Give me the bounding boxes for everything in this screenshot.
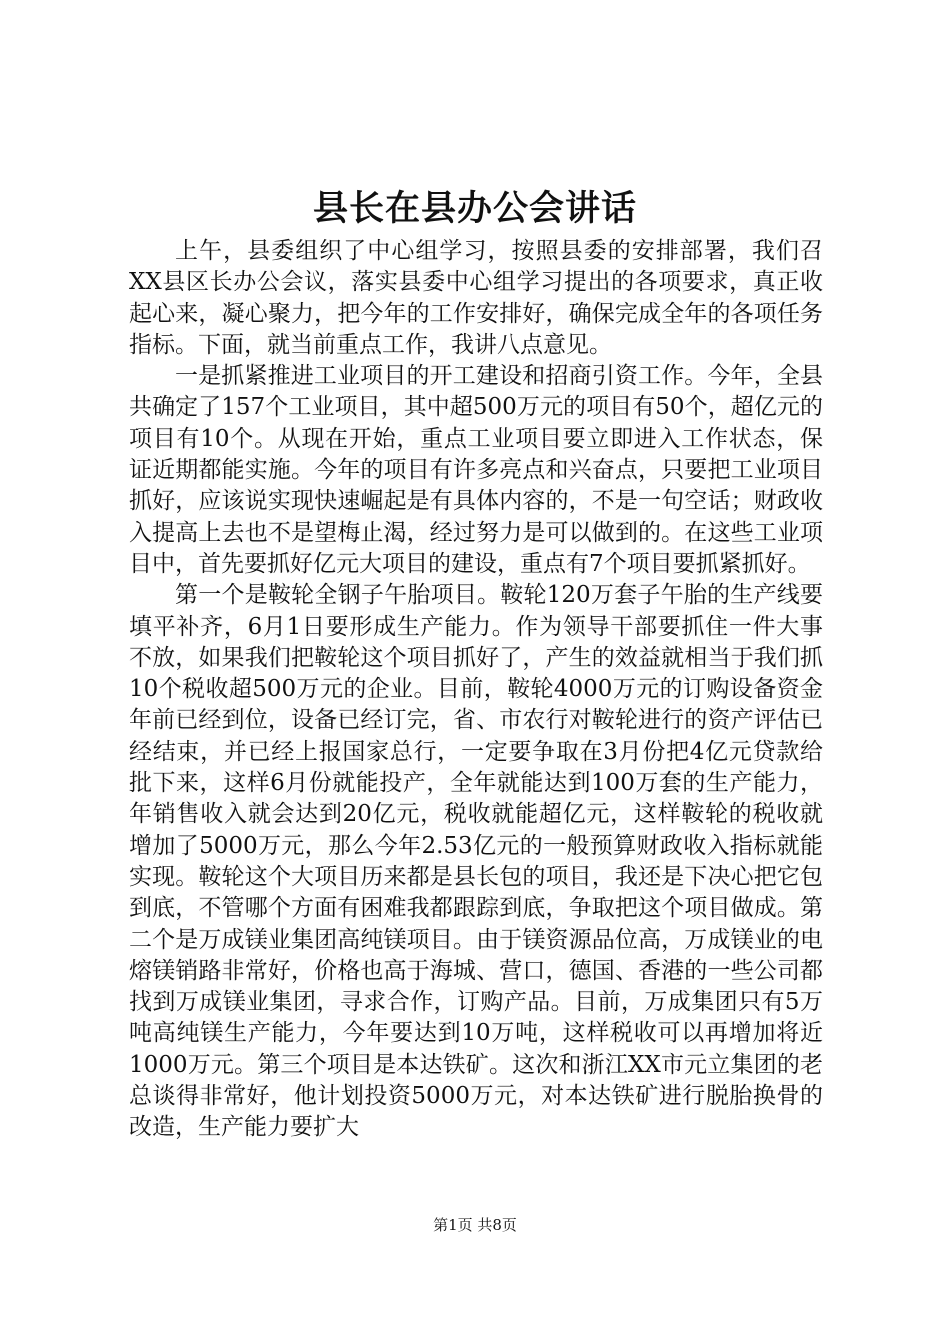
- paragraph-intro: 上午，县委组织了中心组学习，按照县委的安排部署，我们召XX县区长办公会议，落实县委中心组学习提出的各项要求，真正收起心来，凝心聚力，把今年的工作安排好，确保完成全年的各项任务指标。下面，就当前重点工作，我讲八点意见。: [129, 238, 823, 358]
- paragraph-projects: 第一个是鞍轮全钢子午胎项目。鞍轮120万套子午胎的生产线要填平补齐，6月1日要形成生产能力。作为领导干部要抓住一件大事不放，如果我们把鞍轮这个项目抓好了，产生的效益就相当于我们抓10个税收超500万元的企业。目前，鞍轮4000万元的订购设备资金年前已经到位，设备已经订完，省、市农行对鞍轮进行的资产评估已经结束，并已经上报国家总行，一定要争取在3月份把4亿元贷款给批下来，这样6月份就能投产，全年就能达到100万套的生产能力，年销售收入就会达到20亿元，税收就能超亿元，这样鞍轮的税收就增加了5000万元，那么今年2.53亿元的一般预算财政收入指标就能实现。鞍轮这个大项目历来都是县长包的项目，我还是下决心把它包到底，不管哪个方面有困难我都跟踪到底，争取把这个项目做成。第二个是万成镁业集团高纯镁项目。由于镁资源品位高，万成镁业的电熔镁销路非常好，价格也高于海城、营口，德国、香港的一些公司都找到万成镁业集团，寻求合作，订购产品。目前，万成集团只有5万吨高纯镁生产能力，今年要达到10万吨，这样税收可以再增加将近1000万元。第三个项目是本达铁矿。这次和浙江XX市元立集团的老总谈得非常好，他计划投资5000万元，对本达铁矿进行脱胎换骨的改造，生产能力要扩大: [129, 582, 823, 1141]
- page-footer: 第1页 共8页: [433, 1216, 517, 1234]
- document-title: 县长在县办公会讲话: [312, 188, 637, 229]
- paragraph-point-one: 一是抓紧推进工业项目的开工建设和招商引资工作。今年，全县共确定了157个工业项目，其中超500万元的项目有50个，超亿元的项目有10个。从现在开始，重点工业项目要立即进入工作状态，保证近期都能实施。今年的项目有许多亮点和兴奋点，只要把工业项目抓好，应该说实现快速崛起是有具体内容的，不是一句空话；财政收入提高上去也不是望梅止渴，经过努力是可以做到的。在这些工业项目中，首先要抓好亿元大项目的建设，重点有7个项目要抓紧抓好。: [129, 363, 823, 577]
- document-body: [129, 236, 823, 1144]
